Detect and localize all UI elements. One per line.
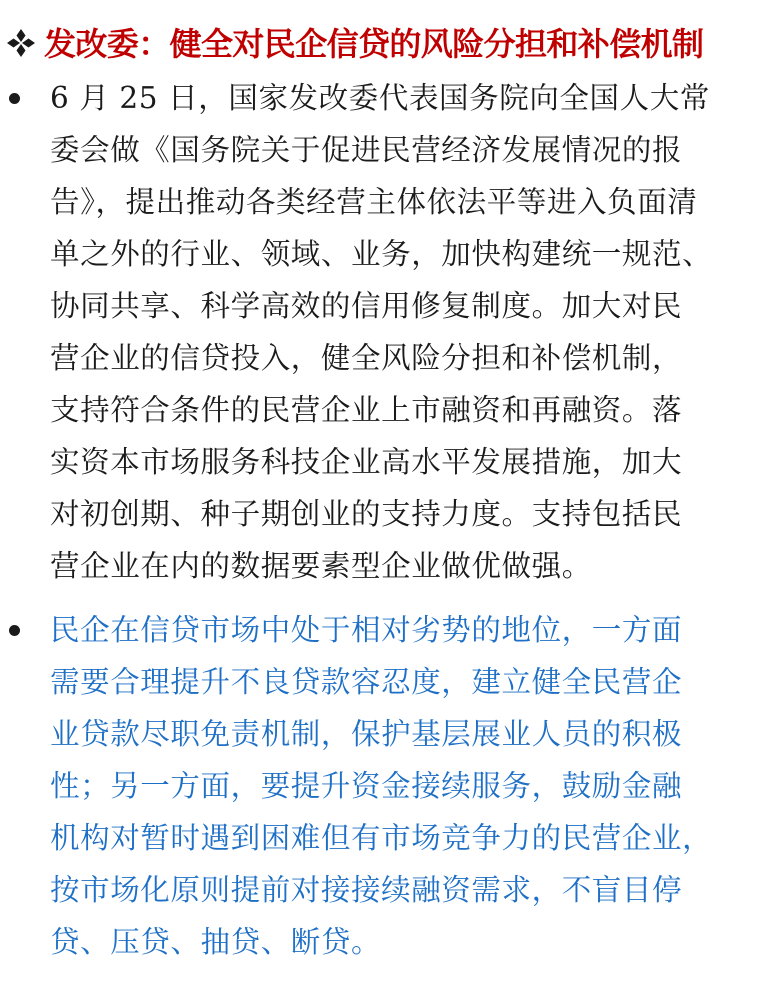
paragraph-line: 业贷款尽职免责机制，保护基层展业人员的积极 xyxy=(50,717,683,751)
paragraph-line: 民企在信贷市场中处于相对劣势的地位，一方面 xyxy=(50,613,683,647)
paragraph-line: 单之外的行业、领域、业务，加快构建统一规范、 xyxy=(50,237,713,271)
paragraph-line: 营企业在内的数据要素型企业做优做强。 xyxy=(50,549,592,583)
paragraph-line: 对初创期、种子期创业的支持力度。支持包括民 xyxy=(50,497,683,531)
diamond-bullet-icon xyxy=(6,28,36,58)
paragraph-line: 按市场化原则提前对接接续融资需求，不盲目停 xyxy=(50,873,683,907)
paragraph-line: 需要合理提升不良贷款容忍度，建立健全民营企 xyxy=(50,665,683,699)
paragraph-line: 协同共享、科学高效的信用修复制度。加大对民 xyxy=(50,289,683,323)
paragraph-line: 性；另一方面，要提升资金接续服务，鼓励金融 xyxy=(50,769,683,803)
bullet-dot xyxy=(9,93,20,104)
heading-title: 发改委：健全对民企信贷的风险分担和补偿机制 xyxy=(44,25,704,63)
paragraph-line: 贷、压贷、抽贷、断贷。 xyxy=(50,925,382,959)
paragraph-line: 实资本市场服务科技企业高水平发展措施，加大 xyxy=(50,445,683,479)
section-heading xyxy=(6,20,783,64)
paragraph-line: 委会做《国务院关于促进民营经济发展情况的报 xyxy=(50,133,683,167)
paragraph-line: 机构对暂时遇到困难但有市场竞争力的民营企业， xyxy=(50,821,713,855)
paragraph-line: 营企业的信贷投入，健全风险分担和补偿机制， xyxy=(50,341,683,375)
bullet-dot xyxy=(9,625,20,636)
paragraph-line: 支持符合条件的民营企业上市融资和再融资。落 xyxy=(50,393,683,427)
paragraph-line: 6 月 25 日，国家发改委代表国务院向全国人大常 xyxy=(50,81,710,115)
paragraph-line: 告》，提出推动各类经营主体依法平等进入负面清 xyxy=(50,185,698,219)
